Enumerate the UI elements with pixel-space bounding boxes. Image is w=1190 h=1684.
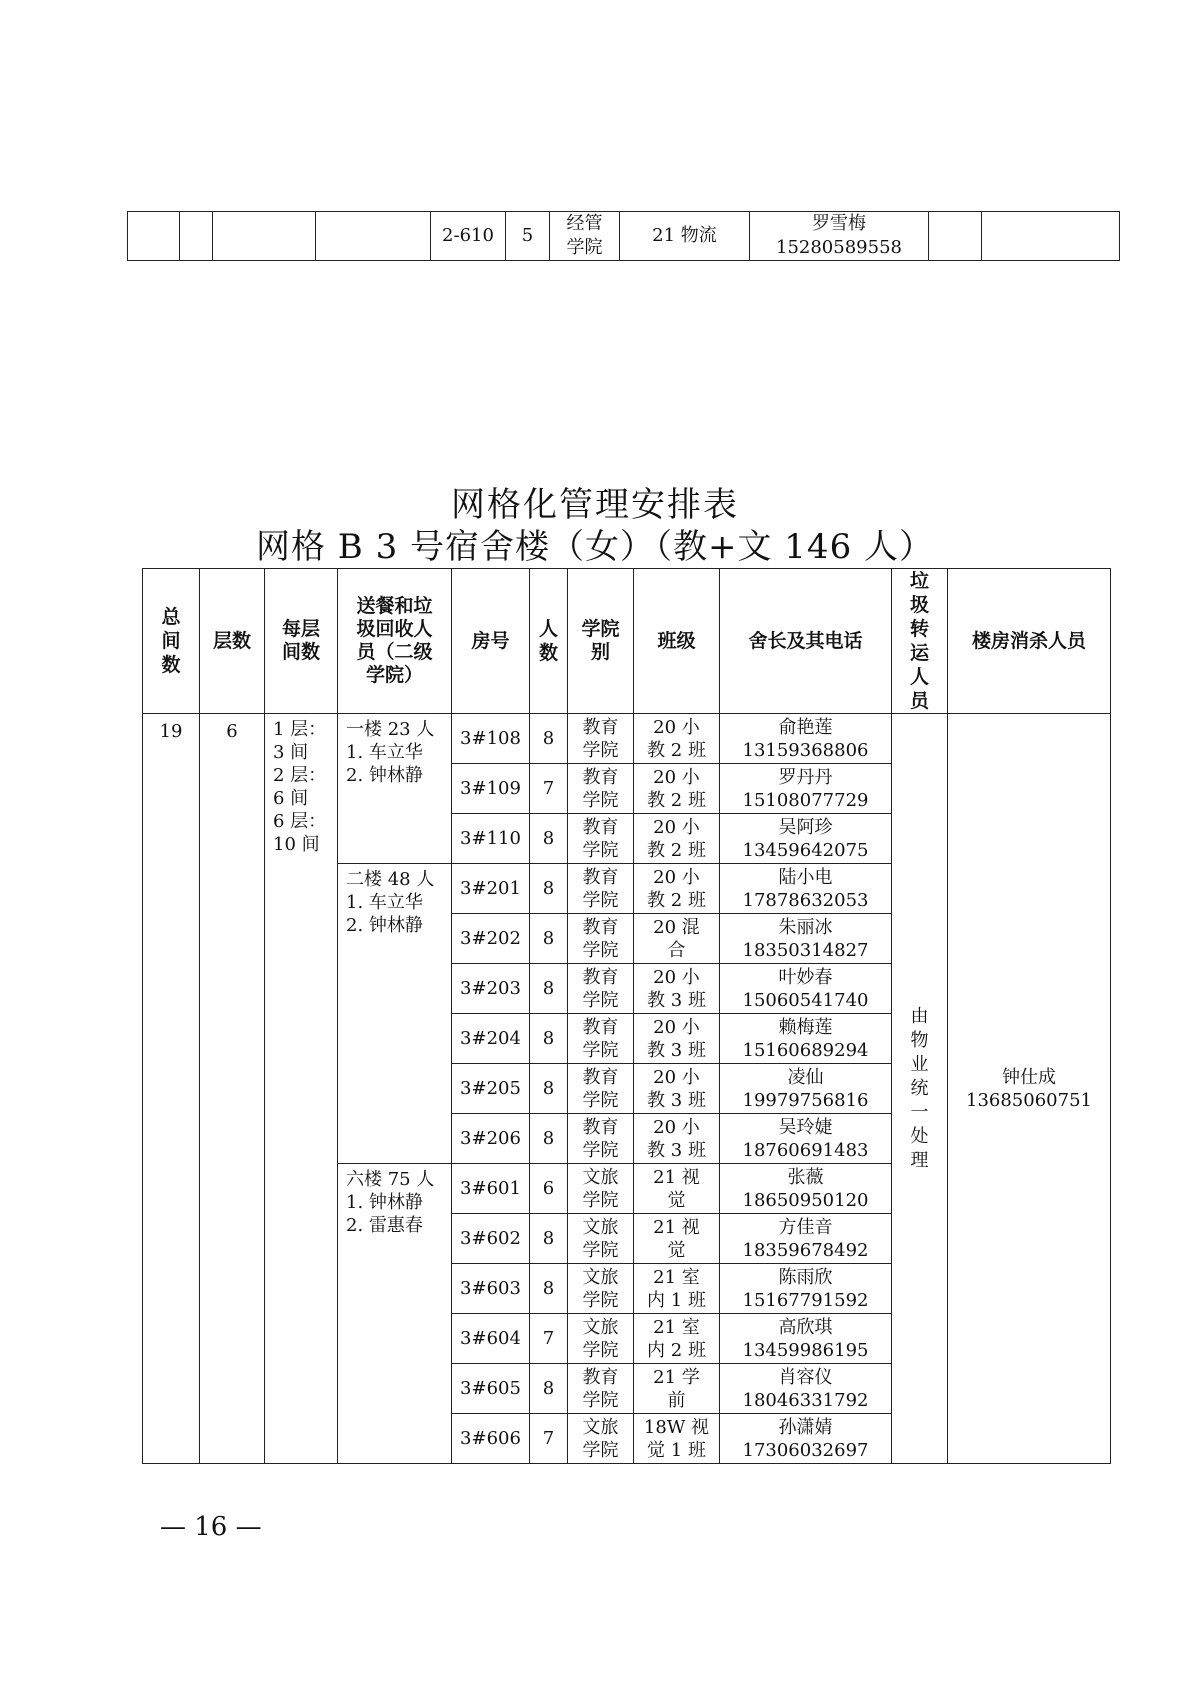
head-cell: 凌仙 19979756816: [720, 1064, 892, 1114]
college-cell: 文旅 学院: [568, 1264, 634, 1314]
page-title: 网格化管理安排表: [451, 485, 739, 525]
continuation-table: [127, 211, 1120, 261]
disinfection-cell: 钟仕成 13685060751: [948, 714, 1111, 1464]
header-total-rooms: 总间数: [143, 569, 200, 714]
college-cell: 教育 学院: [568, 714, 634, 764]
table-cell: [316, 212, 431, 261]
class-cell: 21 室 内 2 班: [634, 1314, 720, 1364]
header-floors: 层数: [200, 569, 265, 714]
table-cell: [128, 212, 180, 261]
management-table: [142, 568, 1111, 1464]
room-cell: 3#202: [452, 914, 530, 964]
head-cell: 朱丽冰 18350314827: [720, 914, 892, 964]
college-cell: 教育 学院: [568, 1114, 634, 1164]
head-cell: 陈雨欣 15167791592: [720, 1264, 892, 1314]
class-cell: 21 室 内 1 班: [634, 1264, 720, 1314]
header-trash-staff: 垃圾转运人员: [892, 569, 948, 714]
college-cell: 教育 学院: [568, 1014, 634, 1064]
room-cell: 3#605: [452, 1364, 530, 1414]
college-cell: 经管 学院: [550, 212, 620, 261]
head-cell: 俞艳莲 13159368806: [720, 714, 892, 764]
college-cell: 文旅 学院: [568, 1214, 634, 1264]
people-cell: 6: [530, 1164, 568, 1214]
table-row: [128, 212, 1120, 261]
people-cell: 8: [530, 1064, 568, 1114]
room-cell: 3#601: [452, 1164, 530, 1214]
class-cell: 20 小 教 2 班: [634, 814, 720, 864]
header-meal-staff: 送餐和垃圾回收人员（二级学院）: [338, 569, 452, 714]
class-cell: 20 小 教 3 班: [634, 1114, 720, 1164]
class-cell: 20 混 合: [634, 914, 720, 964]
people-cell: 8: [530, 964, 568, 1014]
table-row: [143, 714, 1111, 764]
class-cell: 20 小 教 2 班: [634, 864, 720, 914]
class-cell: 20 小 教 3 班: [634, 1014, 720, 1064]
class-cell: 21 学 前: [634, 1364, 720, 1414]
room-cell: 3#204: [452, 1014, 530, 1064]
class-cell: 20 小 教 3 班: [634, 1064, 720, 1114]
college-cell: 教育 学院: [568, 1364, 634, 1414]
header-class: 班级: [634, 569, 720, 714]
rooms-per-floor-cell: 1 层： 3 间 2 层： 6 间 6 层： 10 间: [265, 714, 338, 1464]
head-cell: 叶妙春 15060541740: [720, 964, 892, 1014]
room-cell: 3#109: [452, 764, 530, 814]
people-cell: 5: [506, 212, 550, 261]
room-cell: 3#205: [452, 1064, 530, 1114]
people-cell: 7: [530, 764, 568, 814]
head-cell: 罗雪梅 15280589558: [750, 212, 929, 261]
people-cell: 8: [530, 1114, 568, 1164]
room-cell: 3#606: [452, 1414, 530, 1464]
class-cell: 21 视 觉: [634, 1164, 720, 1214]
head-cell: 罗丹丹 15108077729: [720, 764, 892, 814]
head-cell: 孙潇婧 17306032697: [720, 1414, 892, 1464]
header-rooms-per-floor: 每层间数: [265, 569, 338, 714]
head-cell: 张薇 18650950120: [720, 1164, 892, 1214]
meal-staff-cell: 一楼 23 人 1. 车立华 2. 钟林静: [338, 714, 452, 864]
college-cell: 教育 学院: [568, 1064, 634, 1114]
people-cell: 8: [530, 1014, 568, 1064]
header-disinfection: 楼房消杀人员: [948, 569, 1111, 714]
head-cell: 吴玲婕 18760691483: [720, 1114, 892, 1164]
head-cell: 肖容仪 18046331792: [720, 1364, 892, 1414]
header-people: 人数: [530, 569, 568, 714]
people-cell: 8: [530, 1214, 568, 1264]
table-cell: [180, 212, 213, 261]
room-cell: 3#603: [452, 1264, 530, 1314]
people-cell: 8: [530, 814, 568, 864]
head-cell: 陆小电 17878632053: [720, 864, 892, 914]
table-cell: [982, 212, 1120, 261]
page-number: — 16 —: [160, 1512, 262, 1542]
college-cell: 教育 学院: [568, 864, 634, 914]
head-cell: 吴阿珍 13459642075: [720, 814, 892, 864]
class-cell: 21 物流: [620, 212, 750, 261]
room-cell: 3#110: [452, 814, 530, 864]
room-cell: 3#201: [452, 864, 530, 914]
people-cell: 7: [530, 1414, 568, 1464]
room-cell: 2-610: [431, 212, 506, 261]
trash-staff-cell: 由物业统一处理: [892, 714, 948, 1464]
head-cell: 方佳音 18359678492: [720, 1214, 892, 1264]
people-cell: 7: [530, 1314, 568, 1364]
class-cell: 20 小 教 2 班: [634, 764, 720, 814]
table-cell: [929, 212, 982, 261]
header-college: 学院别: [568, 569, 634, 714]
room-cell: 3#203: [452, 964, 530, 1014]
head-cell: 高欣琪 13459986195: [720, 1314, 892, 1364]
room-cell: 3#206: [452, 1114, 530, 1164]
people-cell: 8: [530, 914, 568, 964]
class-cell: 20 小 教 2 班: [634, 714, 720, 764]
people-cell: 8: [530, 1264, 568, 1314]
college-cell: 教育 学院: [568, 964, 634, 1014]
college-cell: 文旅 学院: [568, 1164, 634, 1214]
header-row: [143, 569, 1111, 714]
class-cell: 21 视 觉: [634, 1214, 720, 1264]
meal-staff-cell: 六楼 75 人 1. 钟林静 2. 雷惠春: [338, 1164, 452, 1464]
class-cell: 20 小 教 3 班: [634, 964, 720, 1014]
room-cell: 3#604: [452, 1314, 530, 1364]
header-head-phone: 舍长及其电话: [720, 569, 892, 714]
college-cell: 教育 学院: [568, 814, 634, 864]
people-cell: 8: [530, 864, 568, 914]
head-cell: 赖梅莲 15160689294: [720, 1014, 892, 1064]
total-rooms-cell: 19: [143, 714, 200, 1464]
people-cell: 8: [530, 1364, 568, 1414]
college-cell: 教育 学院: [568, 764, 634, 814]
college-cell: 文旅 学院: [568, 1314, 634, 1364]
meal-staff-cell: 二楼 48 人 1. 车立华 2. 钟林静: [338, 864, 452, 1164]
room-cell: 3#602: [452, 1214, 530, 1264]
page-subtitle: 网格 B 3 号宿舍楼（女）（教+文 146 人）: [255, 527, 935, 567]
header-room-no: 房号: [452, 569, 530, 714]
class-cell: 18W 视 觉 1 班: [634, 1414, 720, 1464]
room-cell: 3#108: [452, 714, 530, 764]
college-cell: 教育 学院: [568, 914, 634, 964]
floors-cell: 6: [200, 714, 265, 1464]
college-cell: 文旅 学院: [568, 1414, 634, 1464]
table-cell: [213, 212, 316, 261]
people-cell: 8: [530, 714, 568, 764]
